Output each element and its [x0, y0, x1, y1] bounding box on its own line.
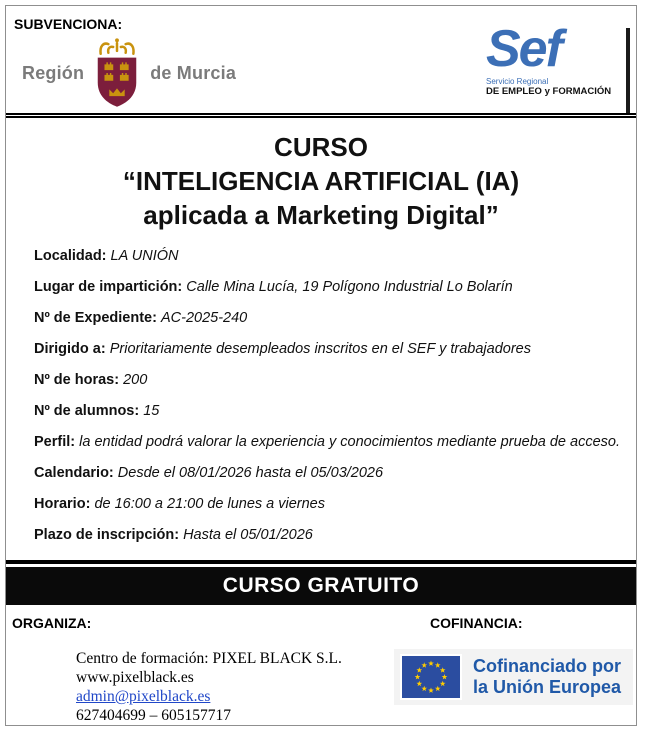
- organizer-phones: 627404699 – 605157717: [76, 707, 231, 724]
- free-course-banner-text: CURSO GRATUITO: [222, 574, 420, 597]
- detail-alumnos: Nº de alumnos: 15: [34, 403, 160, 419]
- cofinancia-label: COFINANCIA:: [430, 615, 523, 631]
- organizer-email-link[interactable]: admin@pixelblack.es: [76, 688, 211, 705]
- course-details: [6, 238, 636, 560]
- flyer-page: [5, 5, 637, 726]
- course-title: [6, 118, 636, 238]
- organizer-website: www.pixelblack.es: [76, 669, 194, 686]
- footer-labels: [6, 615, 636, 635]
- footer: [6, 605, 636, 725]
- organiza-label: ORGANIZA:: [12, 615, 92, 631]
- footer-content: [6, 649, 636, 725]
- murcia-shield-icon: [91, 36, 143, 110]
- detail-calendario: Calendario: Desde el 08/01/2026 hasta el 05/03/2026: [34, 465, 384, 481]
- detail-localidad: Localidad: LA UNIÓN: [34, 248, 179, 264]
- organizer-info: [76, 649, 342, 725]
- eu-flag-icon: [400, 654, 462, 700]
- detail-perfil: Perfil: la entidad podrá valorar la experiencia y conocimientos mediante prueba de acceso.: [34, 434, 620, 450]
- detail-horario: Horario: de 16:00 a 21:00 de lunes a viernes: [34, 496, 326, 512]
- murcia-de-murcia-text: de Murcia: [150, 62, 237, 83]
- course-title-line1: CURSO: [274, 132, 368, 162]
- murcia-region-text: Región: [22, 62, 85, 83]
- detail-lugar: Lugar de impartición: Calle Mina Lucía, 19 Polígono Industrial Lo Bolarín: [34, 279, 513, 295]
- course-info-box: [6, 113, 636, 564]
- organizer-name: Centro de formación: PIXEL BLACK S.L.: [76, 650, 342, 667]
- sef-logo: [486, 22, 614, 97]
- detail-expediente: Nº de Expediente: AC-2025-240: [34, 310, 248, 326]
- subvenciona-label: SUBVENCIONA:: [14, 16, 123, 32]
- region-de-murcia-logo: [22, 36, 236, 110]
- detail-horas: Nº de horas: 200: [34, 372, 148, 388]
- eu-cofinance-block: [394, 649, 633, 705]
- header: [6, 6, 636, 113]
- free-course-banner: [6, 567, 636, 605]
- sef-subtitle-1: Servicio Regional: [486, 77, 549, 86]
- detail-plazo: Plazo de inscripción: Hasta el 05/01/2026: [34, 527, 313, 543]
- course-title-line3: aplicada a Marketing Digital”: [143, 200, 499, 230]
- sef-divider-bar: [626, 28, 630, 113]
- course-title-line2: “INTELIGENCIA ARTIFICIAL (IA): [122, 166, 520, 196]
- sef-subtitle-2: DE EMPLEO y FORMACIÓN: [486, 86, 612, 97]
- sef-wordmark: Sef: [486, 20, 561, 78]
- detail-dirigido: Dirigido a: Prioritariamente desempleados inscritos en el SEF y trabajadores: [34, 341, 531, 357]
- eu-cofinance-text: Cofinanciado por la Unión Europea: [472, 656, 621, 697]
